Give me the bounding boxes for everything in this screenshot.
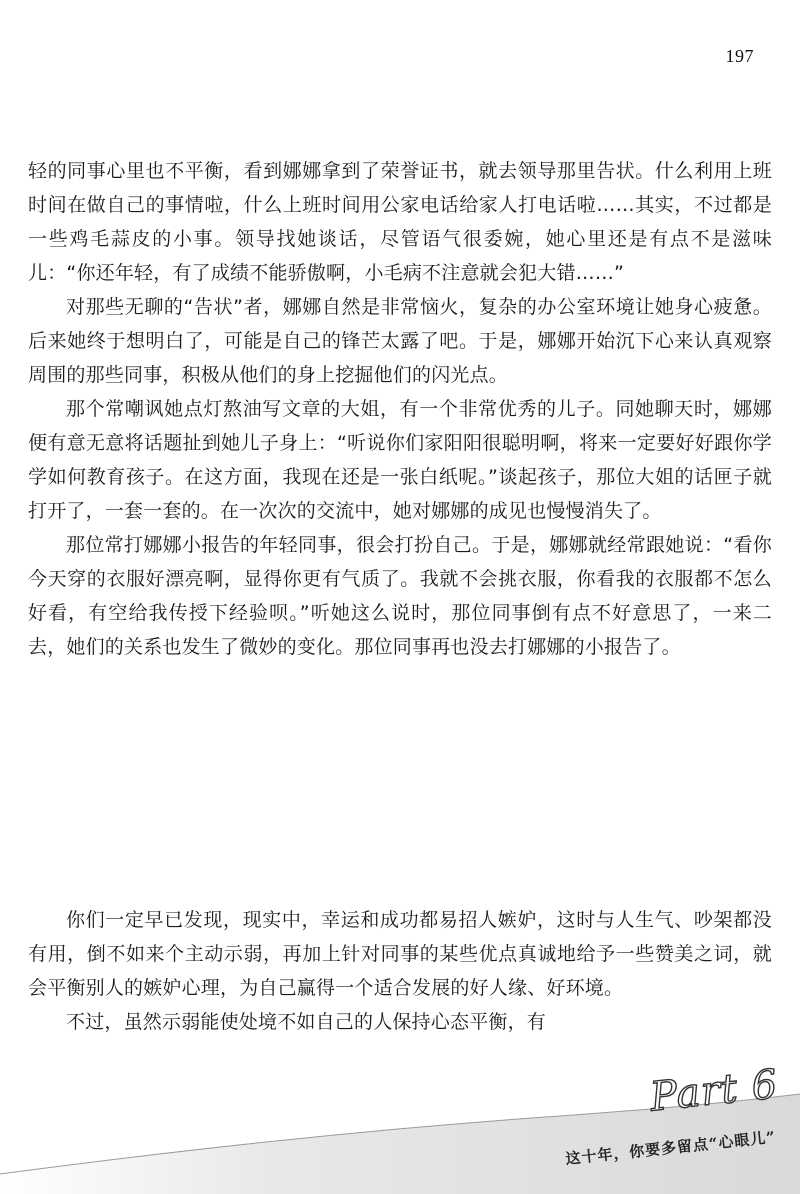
body-text-section-2 <box>28 903 772 1039</box>
series-title: 这十年，你要多留点“心眼儿” <box>564 1128 777 1168</box>
paragraph-4: 那位常打娜娜小报告的年轻同事，很会打扮自己。于是，娜娜就经常跟她说：“看你今天穿的衣服好漂亮啊，显得你更有气质了。我就不会挑衣服，你看我的衣服都不怎么好看，有空给我传授下经验呗。”听她这么说时，那位同事倒有点不好意思了，一来二去，她们的关系也发生了微妙的变化。那位同事再也没去打娜娜的小报告了。 <box>28 534 772 658</box>
body-text-section-1 <box>28 154 772 664</box>
paragraph-6: 不过，虽然示弱能使处境不如自己的人保持心态平衡，有 <box>66 1011 547 1033</box>
paragraph-3: 那个常嘲讽她点灯熬油写文章的大姐，有一个非常优秀的儿子。同她聊天时，娜娜便有意无意将话题扯到她儿子身上：“听说你们家阳阳很聪明啊，将来一定要好好跟你学学如何教育孩子。在这方面，我现在还是一张白纸呢。”谈起孩子，那位大姐的话匣子就打开了，一套一套的。在一次次的交流中，她对娜娜的成见也慢慢消失了。 <box>28 398 772 522</box>
page-number: 197 <box>725 46 754 66</box>
paragraph-5: 你们一定早已发现，现实中，幸运和成功都易招人嫉妒，这时与人生气、吵架都没有用，倒不如来个主动示弱，再加上针对同事的某些优点真诚地给予一些赞美之词，就会平衡别人的嫉妒心理，为自己赢得一个适合发展的好人缘、好环境。 <box>28 909 772 999</box>
page-footer <box>0 1024 800 1194</box>
paragraph-2: 对那些无聊的“告状”者，娜娜自然是非常恼火，复杂的办公室环境让她身心疲惫。后来她终于想明白了，可能是自己的锋芒太露了吧。于是，娜娜开始沉下心来认真观察周围的那些同事，积极从他们的身上挖掘他们的闪光点。 <box>28 296 772 386</box>
part-label: Part 6 <box>647 1061 781 1121</box>
paragraph-1: 轻的同事心里也不平衡，看到娜娜拿到了荣誉证书，就去领导那里告状。什么利用上班时间在做自己的事情啦，什么上班时间用公家电话给家人打电话啦……其实，不过都是一些鸡毛蒜皮的小事。领导找她谈话，尽管语气很委婉，她心里还是有点不是滋味儿：“你还年轻，有了成绩不能骄傲啊，小毛病不注意就会犯大错……” <box>28 160 772 284</box>
